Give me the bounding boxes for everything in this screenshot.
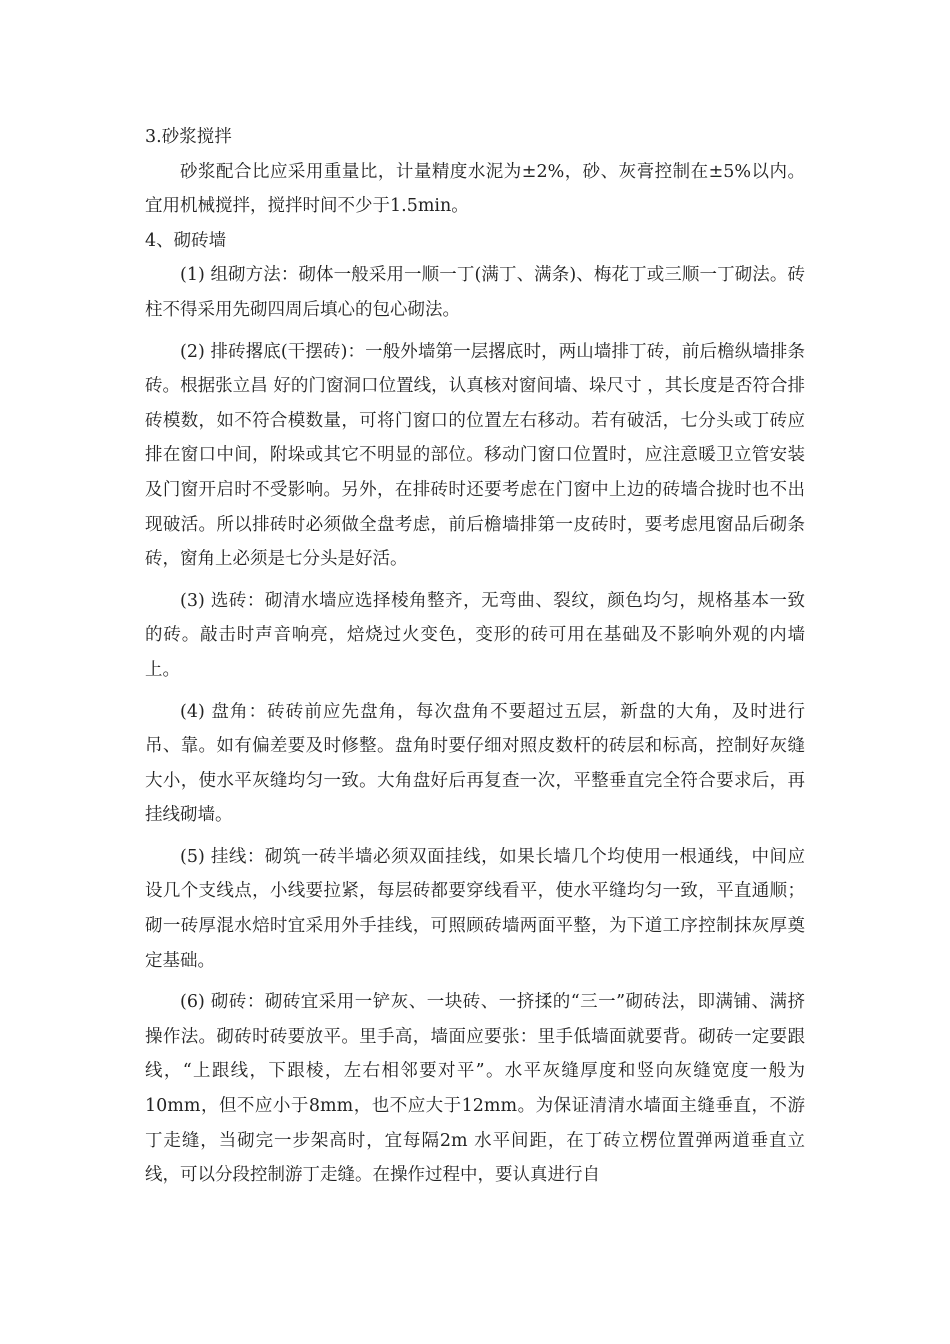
document-body (145, 120, 805, 1200)
paragraph-mortar-mixing: 砂浆配合比应采用重量比，计量精度水泥为±2%，砂、灰膏控制在±5%以内。宜用机械搅拌，搅拌时间不少于1.5min。 (145, 161, 805, 217)
section-heading-brick-wall: 4、砌砖墙 (145, 230, 227, 251)
item-brick-selection: (3) 选砖：砌清水墙应选择棱角整齐，无弯曲、裂纹，颜色均匀，规格基本一致的砖。敲击时声音响亮，焙烧过火变色，变形的砖可用在基础及不影响外观的内墙上。 (145, 590, 805, 680)
item-line-hanging: (5) 挂线：砌筑一砖半墙必须双面挂线，如果长墙几个均使用一根通线，中间应设几个支线点，小线要拉紧，每层砖都要穿线看平，使水平缝均匀一致，平直通顺；砌一砖厚混水焙时宜采用外手挂线，可照顾砖墙两面平整，为下道工序控制抹灰厚奠定基础。 (145, 846, 805, 971)
item-brick-layout: (2) 排砖撂底(干摆砖)：一般外墙第一层撂底时，两山墙排丁砖，前后檐纵墙排条砖。根据张立昌 好的门窗洞口位置线，认真核对窗间墙、垛尺寸 ，其长度是否符合排砖模数，如不符合模数量，可将门窗口的位置左右移动。若有破活，七分头或丁砖应排在窗口中间，附垛或其它不明显的部位。移动门窗口位置时，应注意暖卫立管安装及门窗开启时不受影响。另外，在排砖时还要考虑在门窗中上边的砖墙合拢时也不出现破活。所以排砖时必须做全盘考虑，前后檐墙排第一皮砖时，要考虑甩窗品后砌条砖，窗角上必须是七分头是好活。 (145, 341, 805, 570)
item-brick-laying: (6) 砌砖：砌砖宜采用一铲灰、一块砖、一挤揉的“三一”砌砖法，即满铺、满挤操作法。砌砖时砖要放平。里手高，墙面应要张：里手低墙面就要背。砌砖一定要跟线，“上跟线，下跟棱，左右相邻要对平”。水平灰缝厚度和竖向灰缝宽度一般为10mm，但不应小于8mm，也不应大于12mm。为保证清清水墙面主缝垂直，不游丁走缝，当砌完一步架高时，宜每隔2m 水平间距，在丁砖立楞位置弹两道垂直立线，可以分段控制游丁走缝。在操作过程中，要认真进行自 (145, 992, 805, 1186)
item-bonding-method: (1) 组砌方法：砌体一般采用一顺一丁(满丁、满条)、梅花丁或三顺一丁砌法。砖柱不得采用先砌四周后填心的包心砌法。 (145, 265, 805, 320)
item-corner-building: (4) 盘角：砖砖前应先盘角，每次盘角不要超过五层，新盘的大角，及时进行吊、靠。如有偏差要及时修整。盘角时要仔细对照皮数杆的砖层和标高，控制好灰缝大小，使水平灰缝均匀一致。大角盘好后再复查一次，平整垂直完全符合要求后，再挂线砌墙。 (145, 701, 805, 826)
section-heading-mortar-mixing: 3.砂浆搅拌 (145, 127, 232, 147)
